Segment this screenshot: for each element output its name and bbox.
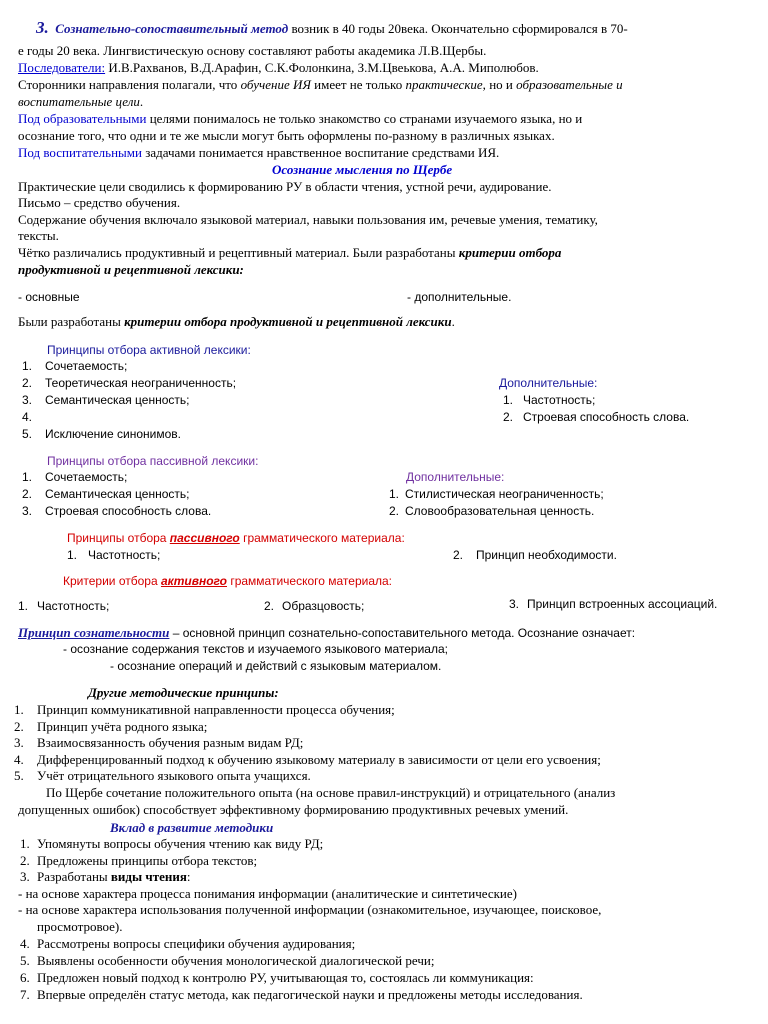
list-item: Принцип коммуникативной направленности процесса обучения; [37,702,395,717]
intro-line-2: е годы 20 века. Лингвистическую основу составляют работы академика Л.В.Щербы. [18,43,487,58]
list-item: Стилистическая неограниченность; [405,487,604,501]
supporters-text: имеет не только [310,77,406,92]
awareness-text: Были разработаны [18,314,125,329]
followers-label: Последователи: [18,60,106,75]
edu-label: Под образовательными [18,111,147,126]
awareness-line-3: Содержание обучения включало языковой материал, навыки пользования им, речевые умения, тематику, [18,212,598,227]
active-lexis-extra-title: Дополнительные: [499,376,598,390]
list-item: Семантическая ценность; [45,393,190,407]
awareness-line-6: продуктивной и рецептивной лексики: [18,262,244,277]
awareness-line-5 [18,245,561,261]
grammar-title-text: грамматического материала: [239,531,405,545]
list-item: Семантическая ценность; [45,487,190,501]
passive-grammar-title [67,530,405,546]
list-number: 2. [503,410,514,424]
list-item: Учёт отрицательного языкового опыта учащихся. [37,768,311,783]
conscious-label: Принцип сознательности [18,625,170,640]
awareness-line-7 [18,314,455,330]
contribution-text: : [186,869,191,884]
list-item: Исключение синонимов. [45,427,181,441]
supporters-text: но и [485,77,517,92]
list-number: 5. [20,953,30,968]
conscious-line-3: - осознание операций и действий с языковым материалом. [110,659,442,673]
list-number: 3. [22,393,33,407]
other-para-line-2: допущенных ошибок) способствует эффективному формированию продуктивных речевых умений. [18,802,569,817]
intro-text: возник в 40 годы 20века. Окончательно сформировался в 70- [288,21,628,36]
list-item: Выявлены особенности обучения монологической диалогической речи; [37,953,435,968]
reading-types: виды чтения [110,869,187,884]
list-item: Предложен новый подход к контролю РУ, учитывающая то, состоялась ли коммуникация: [37,970,534,985]
list-number: 2. [20,853,30,868]
list-number: 6. [20,970,30,985]
supporters-text: . [139,94,144,109]
reading-types-sub-2: - на основе характера использования полученной информации (ознакомительное, изучающее, поисковое, [18,902,602,917]
reading-types-sub-3: просмотровое). [37,919,123,934]
list-item: Частотность; [37,599,110,613]
list-number: 4. [14,752,24,767]
active-lexis-title: Принципы отбора активной лексики: [47,343,251,357]
upbring-text: задачами понимается нравственное воспитание средствами ИЯ. [141,145,500,160]
list-item: Словообразовательная ценность. [405,504,595,518]
edu-line-2: осознание того, что одни и те же мысли могут быть оформлены по-разному в различных языках. [18,128,555,143]
list-number: 5. [22,427,33,441]
list-number: 1. [67,548,78,562]
list-number: 7. [20,987,30,1002]
list-number: 1. [503,393,514,407]
awareness-text: критерии отбора продуктивной и рецептивной лексики [124,314,452,329]
additional-label: - дополнительные. [407,290,512,304]
list-number: 5. [14,768,24,783]
list-item: Сочетаемость; [45,359,128,373]
list-number: 1. [20,836,30,851]
list-number: 1. [14,702,24,717]
followers-line [18,60,539,76]
list-item: Принцип встроенных ассоциаций. [527,597,718,611]
grammar-title-text: Принципы отбора [67,531,170,545]
list-item: Упомянуты вопросы обучения чтению как виду РД; [37,836,324,851]
list-number: 3. [14,735,24,750]
list-number: 3. [20,869,30,884]
grammar-title-text: грамматического материала: [226,574,393,588]
list-number: 2. [264,599,275,613]
list-number: 2. [389,504,400,518]
list-number: 1. [18,599,29,613]
supporters-text: практические, [405,77,486,92]
upbring-line [18,145,499,161]
edu-line-1 [18,111,582,127]
list-item [37,869,191,885]
list-item: Строевая способность слова. [45,504,212,518]
grammar-title-text: активного [160,574,227,588]
method-name: Сознательно-сопоставительный метод [55,21,289,36]
conscious-text: – основной принцип сознательно-сопоставительного метода. Осознание означает: [169,626,636,640]
supporters-line-1 [18,77,623,93]
intro-line-1 [36,20,628,37]
passive-lexis-title: Принципы отбора пассивной лексики: [47,454,259,468]
awareness-line-4: тексты. [18,228,59,243]
conscious-line-2: - осознание содержания текстов и изучаемого языкового материала; [63,642,448,656]
supporters-text: образовательные и [516,77,623,92]
list-number: 2. [453,548,464,562]
other-para-line-1: По Щербе сочетание положительного опыта (на основе правил-инструкций) и отрицательного (анализ [46,785,616,800]
list-number: 2. [14,719,24,734]
list-item: Принцип учёта родного языка; [37,719,208,734]
list-item: Сочетаемость; [45,470,128,484]
list-number: 1. [22,359,33,373]
list-item: Образцовость; [282,599,365,613]
list-number: 1. [389,487,400,501]
reading-types-sub-1: - на основе характера процесса понимания информации (аналитические и синтетические) [18,886,517,901]
awareness-text: критерии отбора [458,245,562,260]
contribution-heading: Вклад в развитие методики [110,820,274,835]
list-number: 3. [509,597,520,611]
active-grammar-title [63,573,392,589]
list-number: 2. [22,487,33,501]
passive-lexis-extra-title: Дополнительные: [406,470,505,484]
conscious-line-1 [18,625,635,641]
list-item: Строевая способность слова. [523,410,690,424]
list-number: 4. [22,410,33,424]
section-number: 3. [36,18,49,37]
list-item: Частотность; [88,548,161,562]
awareness-text: . [451,314,455,329]
list-number: 2. [22,376,33,390]
list-item: Рассмотрены вопросы специфики обучения аудирования; [37,936,356,951]
supporters-line-2 [18,94,143,110]
awareness-heading: Осознание мысления по Щербе [272,162,453,177]
list-item: Дифференцированный подход к обучению языковому материалу в зависимости от цели его усвоения; [37,752,601,767]
list-item: Взаимосвязанность обучения разным видам РД; [37,735,304,750]
list-item: Предложены принципы отбора текстов; [37,853,258,868]
supporters-text: воспитательные цели [18,94,140,109]
followers-names: И.В.Рахванов, В.Д.Арафин, С.К.Фолонкина, З.М.Цвеькова, А.А. Миполюбов. [105,60,539,75]
awareness-line-1: Практические цели сводились к формированию РУ в области чтения, устной речи, аудирование. [18,179,552,194]
contribution-text: Разработаны [37,869,111,884]
list-number: 1. [22,470,33,484]
basic-label: - основные [18,290,80,304]
grammar-title-text: пассивного [169,531,240,545]
awareness-line-2: Письмо – средство обучения. [18,195,181,210]
list-item: Частотность; [523,393,596,407]
list-item: Принцип необходимости. [476,548,617,562]
list-item: Теоретическая неограниченность; [45,376,237,390]
supporters-text: обучение ИЯ [240,77,311,92]
upbring-label: Под воспитательными [18,145,142,160]
list-item: Впервые определён статус метода, как педагогической науки и предложены методы исследования. [37,987,583,1002]
grammar-title-text: Критерии отбора [63,574,161,588]
other-heading: Другие методические принципы: [88,685,279,700]
supporters-text: Сторонники направления полагали, что [18,77,241,92]
edu-text: целями понималось не только знакомство со странами изучаемого языка, но и [146,111,583,126]
list-number: 4. [20,936,30,951]
awareness-text: Чётко различались продуктивный и рецептивный материал. Были разработаны [18,245,459,260]
list-number: 3. [22,504,33,518]
